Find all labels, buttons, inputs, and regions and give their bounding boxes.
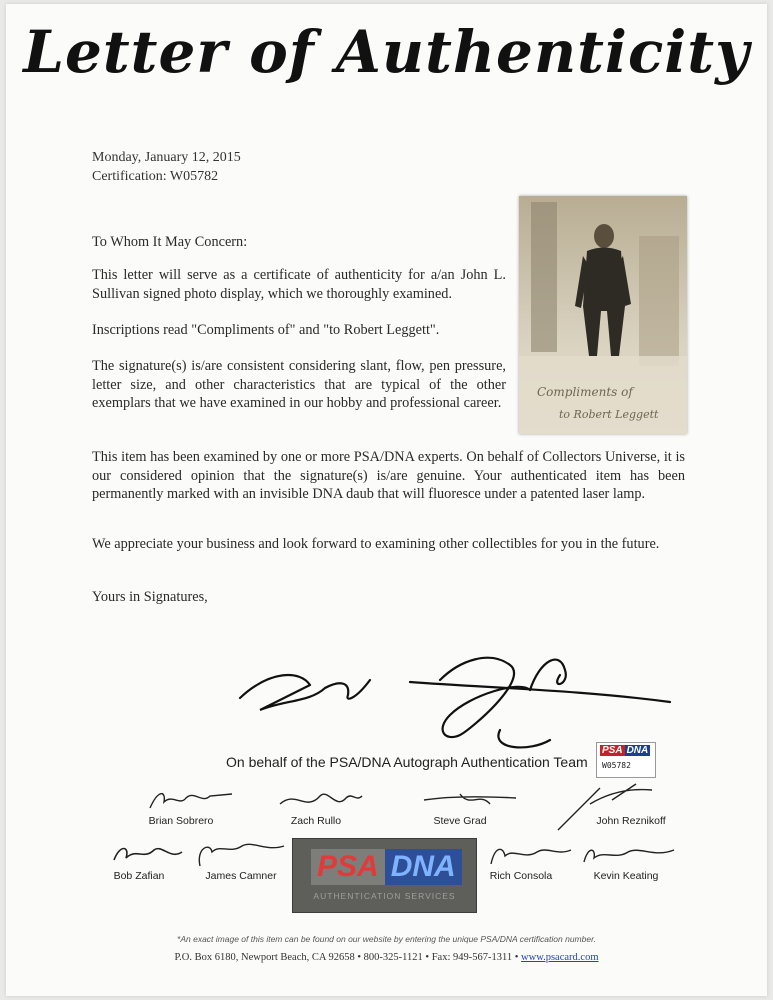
psa-dna-badge (292, 838, 477, 913)
seal-code: W05782 (602, 761, 631, 770)
team-member-2: Zach Rullo (290, 815, 342, 827)
behalf-statement: On behalf of the PSA/DNA Autograph Authentication Team (226, 754, 588, 770)
paragraph-2: Inscriptions read "Compliments of" and "to Robert Leggett". (92, 322, 440, 338)
authenticated-photo (519, 196, 687, 434)
signature-zafian (108, 840, 188, 870)
signature-rullo (276, 786, 366, 816)
page-title: Letter of Authenticity (23, 18, 750, 86)
footnote: *An exact image of this item can be found on our website by entering the unique PSA/DNA certification number. (177, 934, 596, 944)
inscription-line-2: to Robert Leggett (559, 408, 659, 421)
badge-logo: PSA DNA (311, 849, 462, 885)
team-member-5: Bob Zafian (113, 870, 165, 882)
paragraph-5: We appreciate your business and look forward to examining other collectibles for you in the future. (92, 536, 660, 552)
signature-camner (190, 838, 290, 872)
closing: Yours in Signatures, (92, 589, 208, 605)
website-link[interactable]: www.psacard.com (521, 952, 599, 963)
photo-image (519, 196, 687, 434)
signature-grad (420, 790, 520, 814)
signature-sobrero (146, 786, 236, 816)
seal-logo: PSA DNA (602, 745, 649, 756)
paragraph-1: This letter will serve as a certificate of authenticity for a/an John L. Sullivan signed photo display, which we thoroughly examined. (92, 267, 506, 302)
paragraph-3: The signature(s) is/are consistent considering slant, flow, pen pressure, letter size, and other characteristics that are typical of the other exemplars that we have examined in our hobby and professional career. (92, 358, 506, 411)
team-member-3: Steve Grad (433, 815, 487, 827)
team-member-6: James Camner (205, 870, 277, 882)
signature-reznikoff (550, 780, 660, 836)
inscription-line-1: Compliments of (537, 385, 633, 399)
letter-date: Monday, January 12, 2015 (92, 150, 241, 165)
greeting: To Whom It May Concern: (92, 234, 248, 250)
team-member-7: Rich Consola (489, 870, 553, 882)
certification-seal (596, 742, 656, 778)
team-member-4: John Reznikoff (596, 815, 666, 827)
footer-address (0, 952, 773, 963)
team-member-8: Kevin Keating (593, 870, 659, 882)
letter-meta (92, 148, 241, 186)
signature-consola (485, 842, 575, 870)
main-signature (230, 640, 680, 758)
team-member-1: Brian Sobrero (148, 815, 214, 827)
signature-keating (578, 842, 678, 870)
paragraph-4: This item has been examined by one or more PSA/DNA experts. On behalf of Collectors Universe, it is our considered opinion that the signature(s) is/are genuine. Your authenticated item has been permanently marked with an invisible DNA daub that will fluoresce under a patented laser lamp. (92, 449, 685, 502)
address-text: P.O. Box 6180, Newport Beach, CA 92658 • 800-325-1121 • Fax: 949-567-1311 • (174, 952, 519, 963)
badge-subtitle: AUTHENTICATION SERVICES (313, 891, 456, 901)
certification-number: Certification: W05782 (92, 169, 219, 184)
